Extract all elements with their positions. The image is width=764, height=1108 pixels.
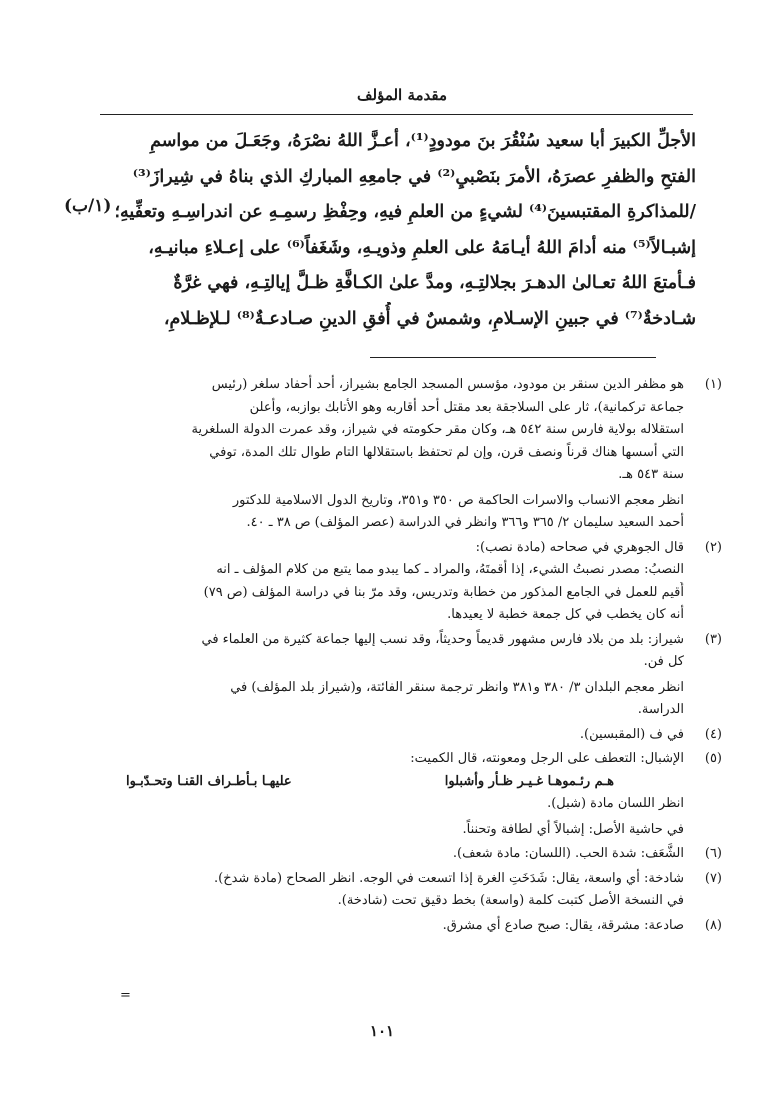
footnote-body <box>86 537 684 627</box>
footnote-line: أحمد السعيد سليمان ٢/ ٣٦٥ و٣٦٦ وانظر في الدراسة (عصر المؤلف) ص ٣٨ ـ ٤٠. <box>246 515 684 530</box>
footnote-divider <box>370 357 656 358</box>
footnote-3 <box>86 629 722 722</box>
folio-marginal-note: (١/ب) <box>64 196 112 216</box>
poetry-verse <box>86 771 684 794</box>
footnote-body <box>86 915 684 938</box>
footnote-line: هو مظفر الدين سنقر بن مودود، مؤسس المسجد الجامع بشيراز، أحد أحفاد سلغر (رئيس <box>211 377 684 392</box>
footnote-line: جماعة تركمانية)، ثار على السلاجقة بعد مقتل أحد أقاربه وهو الأتابك بوازبه، وأعلن <box>249 399 684 415</box>
footnote-number: (١) <box>704 377 722 392</box>
footnote-line: شيراز: بلد من بلاد فارس مشهور قديماً وحديثاً، وقد نسب إليها جماعة كثيرة من العلماء في <box>201 631 684 647</box>
footnote-line: في النسخة الأصل كتبت كلمة (واسعة) بخط دقيق تحت (شادخة). <box>337 893 684 908</box>
footnote-body <box>86 868 684 913</box>
footnote-line: سنة ٥٤٣ هـ. <box>618 467 684 482</box>
verse-first-hemistich: هـم رئـموهـا غـيـر ظـأر وأشبلوا <box>444 773 614 789</box>
footnote-8 <box>86 915 722 938</box>
footnote-line: التي أسسها هناك قرناً ونصف قرن، وإن لم تحتفظ باستقلالها التام طوال تلك المدة، توفي <box>209 444 684 460</box>
footnote-body <box>86 843 684 866</box>
footnote-number: (٨) <box>704 917 722 933</box>
footnote-line: الدراسة. <box>637 702 684 717</box>
footnote-body <box>86 629 684 722</box>
text-line: الأجلِّ الكبيرَ أبا سعيد سُنْقُرَ بنَ مودودٍ⁽¹⁾، أعـزَّ اللهُ نصْرَهُ، وجَعَـلَ من مواسمِ <box>150 131 696 151</box>
footnote-body <box>86 374 684 535</box>
text-line: فـأمتعَ اللهُ تعـالىٰ الدهـرَ بجلالتِـهِ، ومدَّ علىٰ الكـافَّةِ ظـلَّ إيالتِـهِ، فهي غرَّةٌ <box>173 273 696 293</box>
footnote-line: انظر اللسان مادة (شبل). <box>547 796 684 811</box>
verse-second-hemistich: عليهـا بـأطـراف القنـا وتحـدّبـوا <box>126 773 292 789</box>
footnote-line: الشَّعَف: شدة الحب. (اللسان: مادة شعف). <box>452 846 684 861</box>
footnote-7 <box>86 868 722 913</box>
footnote-line: كل فن. <box>643 654 684 669</box>
footnote-5 <box>86 748 722 841</box>
footnote-line: انظر معجم البلدان ٣/ ٣٨٠ و٣٨١ وانظر ترجمة سنقر الفائتة، و(شيراز بلد المؤلف) في <box>230 679 684 695</box>
footnote-4 <box>86 724 722 747</box>
page-title: مقدمة المؤلف <box>356 86 448 104</box>
footnote-number: (٥) <box>704 751 722 766</box>
footnote-body <box>86 724 684 747</box>
footnote-line: شادخة: أي واسعة، يقال: شَدَخَتِ الغرة إذا اتسعت في الوجه. انظر الصحاح (مادة شدخ). <box>214 870 684 886</box>
footnote-line: صادعة: مشرقة، يقال: صبح صادع أي مشرق. <box>442 917 684 933</box>
footnote-number: (٤) <box>704 726 722 742</box>
footnotes <box>86 374 722 939</box>
footnote-2 <box>86 537 722 627</box>
footnote-line: قال الجوهري في صحاحه (مادة نصب): <box>475 539 684 555</box>
footnote-1 <box>86 374 722 535</box>
footnote-number: (٢) <box>704 539 722 555</box>
page-number: ١٠١ <box>369 1022 395 1040</box>
continuation-mark: = <box>120 988 131 1003</box>
text-line: /للمذاكرةِ المقتبسينَ⁽⁴⁾ لشيءٍ من العلمِ فيهِ، وحِفْظِ رسمِـهِ عن اندراسِـهِ وتعفِّيهِ؛ <box>114 202 696 222</box>
header-divider <box>100 114 693 115</box>
text-line: الفتحِ والظفرِ عصرَهُ، الأمرَ بنَصْبيِ⁽²⁾ في جامعِهِ المباركِ الذي بناهُ في شِيرازَ⁽³⁾ <box>132 166 696 187</box>
footnote-line: الإشبال: التعطف على الرجل ومعونته، قال الكميت: <box>410 751 684 766</box>
footnote-number: (٧) <box>704 870 722 886</box>
footnote-line: انظر معجم الانساب والاسرات الحاكمة ص ٣٥٠ و٣٥١، وتاريخ الدول الاسلامية للدكتور <box>232 492 684 508</box>
footnote-number: (٦) <box>704 846 722 861</box>
footnote-line: أنه كان يخطب في كل جمعة خطبة لا يعيدها. <box>447 607 684 622</box>
text-line: إشبـالاً⁽⁵⁾ منه أدامَ اللهُ أيـامَهُ على العلمِ وذويـهِ، وشَغَفاً⁽⁶⁾ على إعـلاءِ مبانيـهِ، <box>148 237 696 258</box>
footnote-6 <box>86 843 722 866</box>
text-line: شـادخةٌ⁽⁷⁾ في جبينِ الإسـلامِ، وشمسٌ في أُفقِ الدينِ صـادعـةٌ⁽⁸⁾ لـلإظـلامِ، <box>163 308 696 329</box>
footnote-line: في ف (المقبسين). <box>579 726 684 742</box>
footnote-line: في حاشية الأصل: إشبالاً أي لطافة وتحنناً. <box>462 821 684 837</box>
footnote-line: استقلاله بولاية فارس سنة ٥٤٢ هـ، وكان مقر حكومته في شيراز، وقد عمرت الدولة السلغرية <box>191 422 684 437</box>
footnote-body <box>86 748 684 841</box>
footnote-line: أُقيم للعمل في الجامع المذكور من خطابة وتدريس، وقد مرّ بنا في دراسة المؤلف (ص ٧٩) <box>203 584 684 600</box>
main-text <box>96 124 696 337</box>
footnote-number: (٣) <box>704 631 722 647</box>
footnote-line: النصبُ: مصدر نصبتُ الشيء، إذا أقمتَهُ، والمراد ـ كما يبدو مما يتبع من كلام المؤلف ـ انه <box>216 562 684 577</box>
